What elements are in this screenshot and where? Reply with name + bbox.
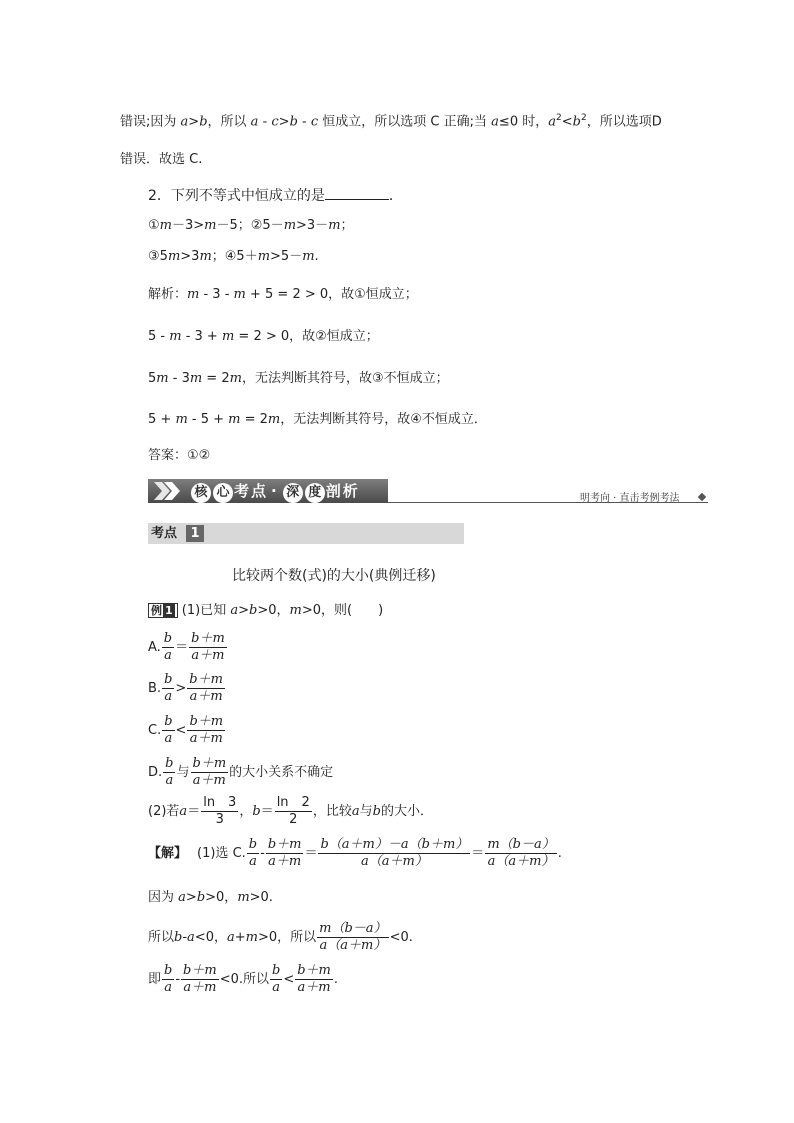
option-c: C. $\frac{b}{a}$ < $\frac{b+m}{a+m}$ — [148, 714, 224, 746]
topic-bar — [148, 523, 464, 544]
q2-solution-4: 5 + m - 5 + m = 2m，无法判断其符号，故④不恒成立． — [148, 412, 487, 427]
q2-stem: 2．下列不等式中恒成立的是 ． — [148, 188, 403, 204]
topic-number: 1 — [186, 525, 204, 542]
prev-line-1: 错误;因为 a>b，所以 a - c>b - c 恒成立，所以选项 C 正确;当 a≤0 时，$a^2<b^2$，所以选项D — [120, 113, 662, 130]
topic-label: 考点 — [151, 526, 178, 541]
option-d: D. $\frac{b}{a}$ 与 $\frac{b+m}{a+m}$ 的大小关系不确定 — [148, 756, 334, 788]
topic-heading: 比较两个数(式)的大小(典例迁移) — [232, 568, 436, 584]
chevron-icon — [152, 479, 182, 503]
q2-solution-2: 5 - m - 3 + m = 2 > 0，故②恒成立； — [148, 329, 379, 344]
q2-solution-1: 解析：m - 3 - m + 5 = 2 > 0，故①恒成立； — [148, 287, 418, 302]
q2-solution-3: 5m - 3m = 2m，无法判断其符号，故③不恒成立； — [148, 371, 449, 386]
section-banner-title: 核 心 考点 · 深 度 剖析 — [190, 479, 360, 503]
q2-options-1-2: ①m－3>m－5；②5－m>3－m； — [148, 218, 354, 233]
example-1-part-2: (2)若a＝ $\frac{\ln 3}{3}$ ，b＝ $\frac{\ln 2}{2}$ ，比较a与b的大小． — [148, 795, 433, 827]
solution-line-1: 【解】 (1)选 C. $\frac{b}{a}$ - $\frac{b+m}{a+m}$ ＝ $\frac{b(a+m)-a(b+m)}{a(a+m)}$ ＝ $\frac{m(b-a)}{a(a+m)}$ . — [148, 837, 562, 869]
prev-line-2: 错误．故选 C. — [120, 152, 203, 167]
example-tag: 例 1 — [148, 603, 178, 618]
option-b: B. $\frac{b}{a}$ > $\frac{b+m}{a+m}$ — [148, 672, 223, 704]
diamond-icon — [698, 493, 706, 501]
q2-answer: 答案：①② — [148, 448, 211, 463]
option-a: A. $\frac{b}{a}$ ＝ $\frac{b+m}{a+m}$ — [148, 631, 225, 663]
solution-line-2: 因为 a>b>0，m>0. — [148, 890, 273, 905]
q2-options-3-4: ③5m>3m；④5＋m>5－m. — [148, 249, 319, 264]
answer-blank — [325, 187, 389, 200]
solution-line-3: 所以b-a<0，a+m>0，所以 $\frac{m(b-a)}{a(a+m)}$ <0. — [148, 921, 413, 953]
solution-line-4: 即 $\frac{b}{a}$ - $\frac{b+m}{a+m}$ <0.所以 $\frac{b}{a}$ < $\frac{b+m}{a+m}$ . — [148, 963, 339, 995]
banner-subtitle: 明考向 · 直击考例考法 — [580, 493, 680, 504]
section-banner — [148, 479, 388, 503]
example-1-stem: 例 1 (1)已知 a>b>0，m>0，则( ) — [148, 602, 383, 620]
